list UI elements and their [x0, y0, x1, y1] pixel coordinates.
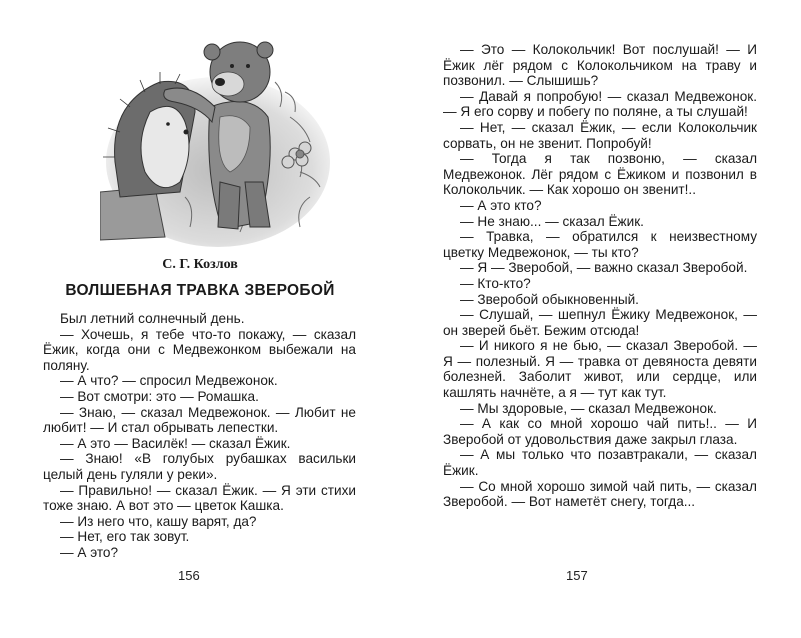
paragraph: — А это? [60, 544, 119, 560]
story-title: ВОЛШЕБНАЯ ТРАВКА ЗВЕРОБОЙ [65, 282, 335, 299]
paragraph: Был летний солнечный день. [60, 311, 245, 326]
paragraph: — Мы здоровые, — сказал Медвежонок. [460, 400, 717, 416]
paragraph: — Правильно! — сказал Ёжик. — Я эти стихи тоже знаю. А вот это — цветок Кашка. [43, 482, 356, 514]
paragraph: — Давай я попробую! — сказал Медвежонок. — Я его сорву и побегу по поляне, а ты слушай! [443, 88, 757, 120]
paragraph: — Из него что, кашу варят, да? [60, 513, 257, 529]
paragraph: — Не знаю... — сказал Ёжик. [460, 213, 644, 229]
paragraph: — А это — Василёк! — сказал Ёжик. [60, 435, 291, 451]
paragraph: — Это — Колокольчик! Вот послушай! — И Ёжик лёг рядом с Колокольчиком на траву и позвонил. — Слышишь? [443, 42, 757, 89]
paragraph: — Зверобой обыкновенный. [460, 291, 639, 307]
paragraph: — Хочешь, я тебе что-то покажу, — сказал Ёжик, когда они с Медвежонком выбежали на поляну. [43, 326, 356, 373]
paragraph: — Знаю! «В голубых рубашках васильки целый день гуляли у реки». [43, 451, 356, 482]
paragraph: — Тогда я так позвоню, — сказал Медвежонок. Лёг рядом с Ёжиком и позвонил в Колокольчик. — Как хорошо он звенит!.. [443, 151, 757, 198]
right-page-text [443, 42, 757, 510]
paragraph: — А мы только что позавтракали, — сказал Ёжик. [443, 447, 757, 479]
left-page-text [43, 311, 356, 561]
paragraph: — Кто-кто? [460, 275, 531, 291]
left-page [0, 0, 400, 638]
paragraph: — Знаю, — сказал Медвежонок. — Любит не любит! — И стал обрывать лепестки. [43, 404, 356, 436]
right-page [400, 0, 801, 638]
paragraph: — Травка, — обратился к неизвестному цветку Медвежонок, — ты кто? [443, 229, 757, 260]
paragraph: — И никого я не бью, — сказал Зверобой. — Я — полезный. Я — травка от девяноста девяти болезней. Заболит живот, или сердце, или кашлять начнёте, а я — тут как тут. [443, 338, 757, 401]
paragraph: — А это кто? [460, 197, 542, 213]
paragraph: — Вот смотри: это — Ромашка. [60, 388, 259, 404]
paragraph: — Нет, его так зовут. [60, 529, 190, 545]
hedgehog-bear-illustration [100, 22, 330, 247]
page-number-right: 157 [566, 568, 588, 583]
paragraph: — Со мной хорошо зимой чай пить, — сказал Зверобой. — Вот наметёт снегу, тогда... [443, 478, 757, 510]
page-number-left: 156 [178, 568, 200, 583]
paragraph: — Я — Зверобой, — важно сказал Зверобой. [460, 260, 748, 276]
paragraph: — Слушай, — шепнул Ёжику Медвежонок, — он зверей бьёт. Бежим отсюда! [443, 307, 757, 338]
paragraph: — Нет, — сказал Ёжик, — если Колокольчик сорвать, он не звенит. Попробуй! [443, 119, 757, 151]
author-name: С. Г. Козлов [162, 257, 238, 272]
paragraph: — А что? — спросил Медвежонок. [60, 373, 278, 389]
paragraph: — А как со мной хорошо чай пить!.. — И Зверобой от удовольствия даже закрыл глаза. [443, 416, 757, 447]
